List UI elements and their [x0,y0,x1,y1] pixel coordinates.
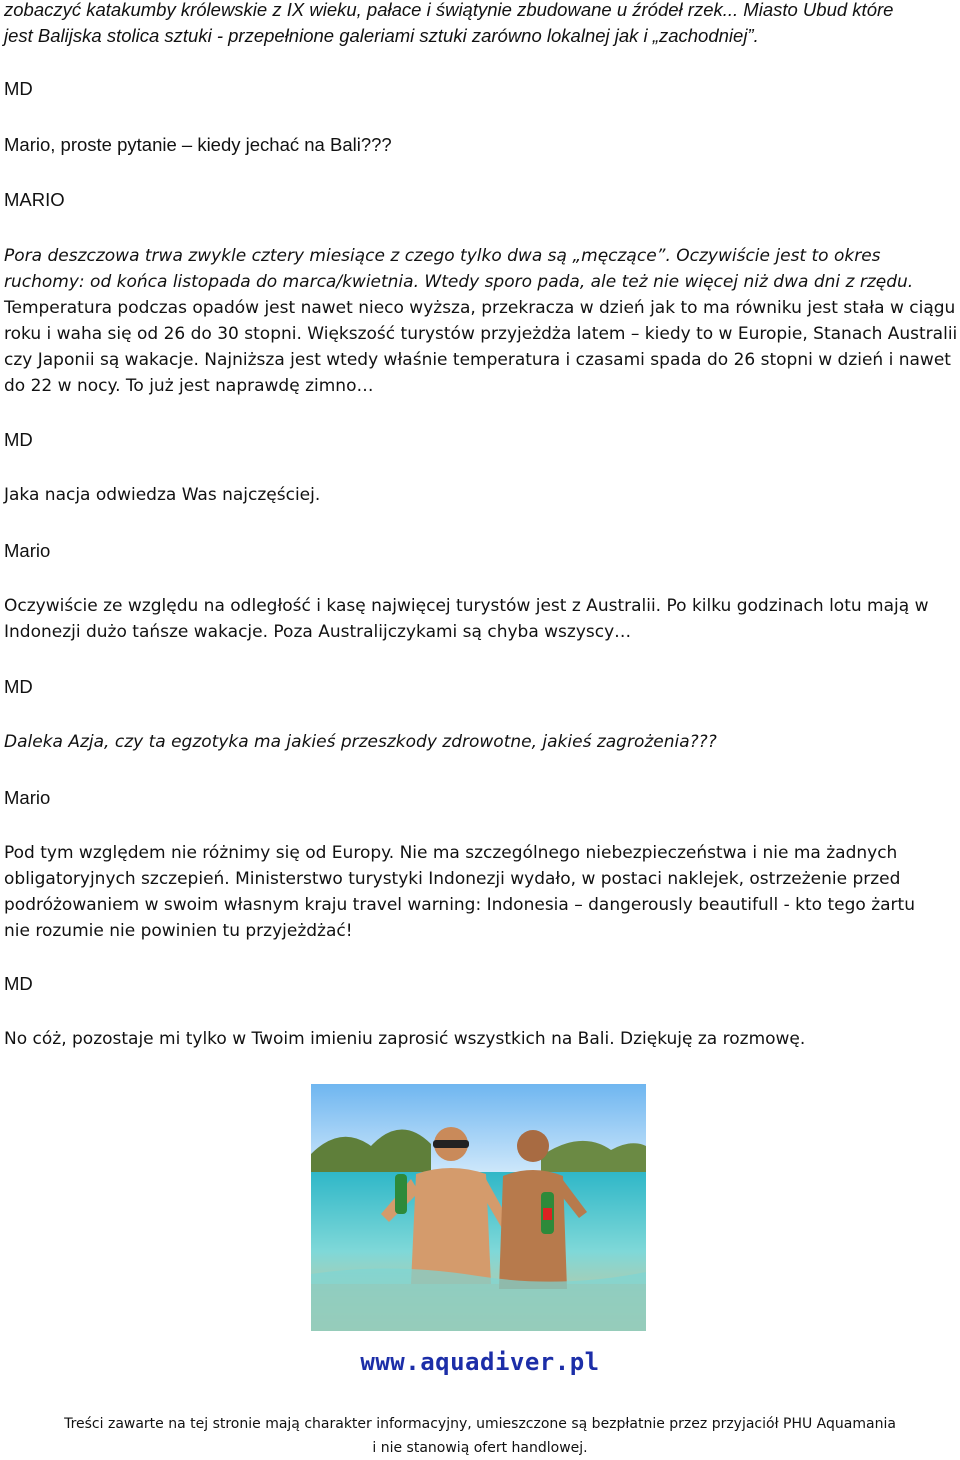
answer-line: nie rozumie nie powinien tu przyjeżdżać! [4,921,353,941]
speaker-label: Mario [4,787,51,808]
answer-line: Oczywiście ze względu na odległość i kasę najwięcej turystów jest z Australii. Po kilku godzinach lotu mają w [4,596,929,616]
footer-line: i nie stanowią ofert handlowej. [372,1440,588,1456]
answer-line: obligatoryjnych szczepień. Ministerstwo turystyki Indonezji wydało, w postaci naklejek, ostrzeżenie przed [4,869,901,889]
speaker-label: MD [4,78,33,99]
beach-photo [311,1084,646,1331]
footer-line: Treści zawarte na tej stronie mają charakter informacyjny, umieszczone są bezpłatnie przez przyjaciół PHU Aquamania [64,1416,896,1432]
speaker-label: MD [4,429,33,450]
answer-line: Pod tym względem nie różnimy się od Europy. Nie ma szczególnego niebezpieczeństwa i nie ma żadnych [4,843,898,863]
question-text: Daleka Azja, czy ta egzotyka ma jakieś przeszkody zdrowotne, jakieś zagrożenia??? [4,732,717,752]
closing-text: No cóż, pozostaje mi tylko w Twoim imieniu zaprosić wszystkich na Bali. Dziękuję za rozmowę. [4,1029,806,1049]
answer-line: Pora deszczowa trwa zwykle cztery miesiące z czego tylko dwa są „męczące”. Oczywiście jest to okres [4,246,881,266]
answer-paragraph [4,840,956,944]
website-link[interactable]: www.aquadiver.pl [360,1348,600,1376]
question-text: Jaka nacja odwiedza Was najczęściej. [4,485,321,505]
answer-line: Temperatura podczas opadów jest nawet nieco wyższa, przekracza w dzień jak to ma równiku jest stała w ciągu [4,298,956,318]
footer-disclaimer [0,1412,960,1460]
speaker-label: MD [4,973,33,994]
answer-line: ruchomy: od końca listopada do marca/kwietnia. Wtedy sporo pada, ale też nie więcej niż dwa dni z rzędu. [4,272,914,292]
answer-paragraph [4,593,956,645]
intro-line: zobaczyć katakumby królewskie z IX wieku, pałace i świątynie zbudowane u źródeł rzek... Miasto Ubud które [4,0,894,20]
answer-line: do 22 w nocy. To już jest naprawdę zimno… [4,376,374,396]
answer-line: czy Japonii są wakacje. Najniższa jest wtedy właśnie temperatura i czasami spada do 26 stopni w dzień i nawet [4,350,951,370]
speaker-label: MARIO [4,189,65,210]
speaker-label: Mario [4,540,51,561]
speaker-label: MD [4,676,33,697]
answer-line: Indonezji dużo tańsze wakacje. Poza Australijczykami są chyba wszyscy… [4,622,632,642]
intro-line: jest Balijska stolica sztuki - przepełnione galeriami sztuki zarówno lokalnej jak i „zachodniej”. [4,25,759,46]
answer-paragraph [4,243,956,399]
answer-line: podróżowaniem w swoim własnym kraju travel warning: Indonesia – dangerously beautifull - kto tego żartu [4,895,915,915]
intro-paragraph [4,0,956,49]
question-text: Mario, proste pytanie – kiedy jechać na Bali??? [4,134,392,155]
answer-line: roku i waha się od 26 do 30 stopni. Większość turystów przyjeżdża latem – kiedy to w Europie, Stanach Australii [4,324,958,344]
